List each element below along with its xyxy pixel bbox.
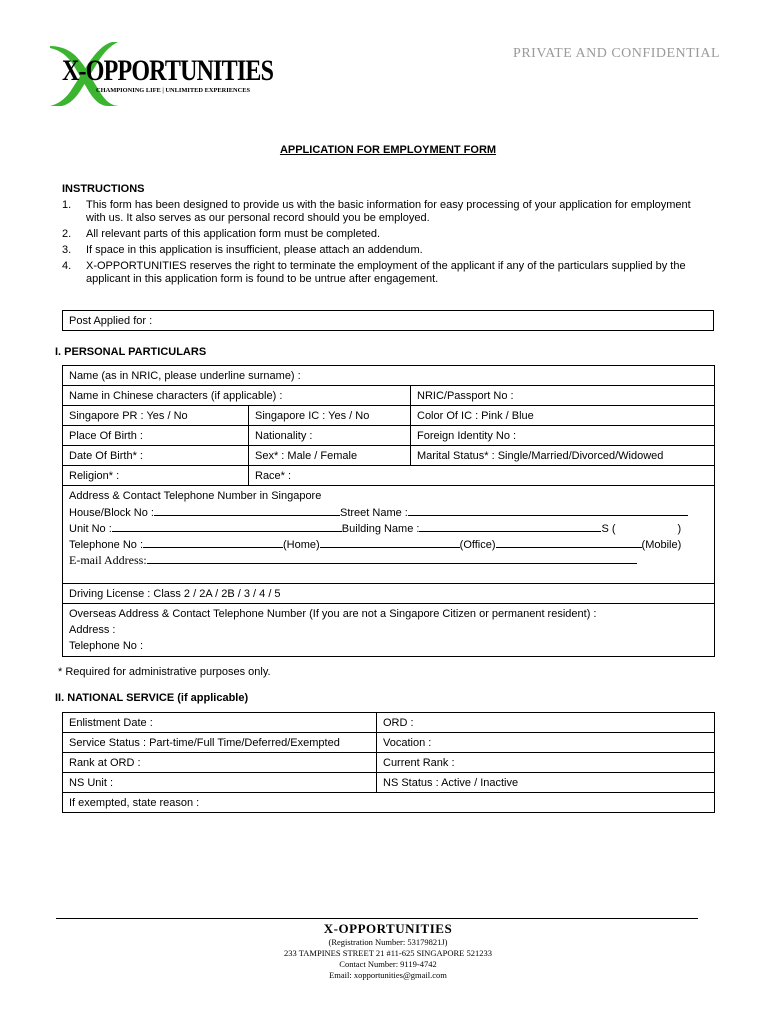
address-email-line: E-mail Address: <box>69 552 708 568</box>
personal-particulars-table <box>62 365 715 657</box>
service-status-field[interactable]: Service Status : Part-time/Full Time/Deferred/Exempted <box>63 733 377 753</box>
overseas-heading: Overseas Address & Contact Telephone Number (If you are not a Singapore Citizen or permanent resident) : <box>69 608 597 620</box>
required-note: * Required for administrative purposes only. <box>58 666 271 678</box>
enlistment-date-field[interactable]: Enlistment Date : <box>63 713 377 733</box>
form-title: APPLICATION FOR EMPLOYMENT FORM <box>279 144 497 156</box>
overseas-telephone-field[interactable]: Telephone No : <box>69 640 143 652</box>
overseas-address-field[interactable]: Address : <box>69 624 116 636</box>
ns-unit-field[interactable]: NS Unit : <box>63 773 377 793</box>
exemption-reason-field[interactable]: If exempted, state reason : <box>63 793 715 813</box>
street-name-input[interactable] <box>408 504 688 516</box>
post-applied-field[interactable]: Post Applied for : <box>63 311 714 331</box>
date-of-birth-field[interactable]: Date Of Birth* : <box>63 446 249 466</box>
address-heading: Address & Contact Telephone Number in Singapore <box>69 490 322 502</box>
singapore-ic-field[interactable]: Singapore IC : Yes / No <box>249 406 411 426</box>
religion-field[interactable]: Religion* : <box>63 466 249 486</box>
place-of-birth-field[interactable]: Place Of Birth : <box>63 426 249 446</box>
marital-status-field[interactable]: Marital Status* : Single/Married/Divorced/Widowed <box>411 446 715 466</box>
mobile-phone-input[interactable] <box>496 536 642 548</box>
driving-license-field[interactable]: Driving License : Class 2 / 2A / 2B / 3 / 4 / 5 <box>63 584 715 604</box>
current-rank-field[interactable]: Current Rank : <box>377 753 715 773</box>
singapore-pr-field[interactable]: Singapore PR : Yes / No <box>63 406 249 426</box>
confidential-label: PRIVATE AND CONFIDENTIAL <box>513 46 720 61</box>
house-number-input[interactable] <box>154 504 340 516</box>
rank-at-ord-field[interactable]: Rank at ORD : <box>63 753 377 773</box>
address-house-street-line: House/Block No : Street Name : <box>69 504 708 520</box>
unit-number-input[interactable] <box>112 520 342 532</box>
email-input[interactable] <box>147 552 637 564</box>
footer-divider <box>56 918 698 919</box>
footer-address: 233 TAMPINES STREET 21 #11-625 SINGAPORE 521233 <box>284 948 492 958</box>
address-block <box>63 486 715 584</box>
instructions-list <box>62 199 712 289</box>
sex-field[interactable]: Sex* : Male / Female <box>249 446 411 466</box>
ic-color-field[interactable]: Color Of IC : Pink / Blue <box>411 406 715 426</box>
logo-text: X-OPPORTUNITIES <box>62 54 274 87</box>
footer-contact: Contact Number: 9119-4742 <box>339 959 437 969</box>
overseas-address-block <box>63 604 715 657</box>
address-telephone-line: Telephone No : (Home) (Office) (Mobile) <box>69 536 708 552</box>
national-service-table <box>62 712 715 813</box>
logo-tagline: CHAMPIONING LIFE | UNLIMITED EXPERIENCES <box>96 87 251 94</box>
instructions-heading: INSTRUCTIONS <box>62 183 145 195</box>
national-service-heading: II. NATIONAL SERVICE (if applicable) <box>55 692 249 704</box>
vocation-field[interactable]: Vocation : <box>377 733 715 753</box>
footer-registration: (Registration Number: 53179821J) <box>328 937 448 947</box>
instruction-item: 4. X-OPPORTUNITIES reserves the right to terminate the employment of the applicant if any of the particulars supplied by the applicant in this application form is found to be untrue after engagement. <box>62 260 686 285</box>
footer-company: X-OPPORTUNITIES <box>323 921 453 936</box>
address-unit-building-line: Unit No : Building Name : S ( ) <box>69 520 708 536</box>
instruction-item: 1. This form has been designed to provide us with the basic information for easy processing of your application for employment with us. It also serves as our personal record should you be employed. <box>62 199 691 224</box>
nric-field[interactable]: NRIC/Passport No : <box>411 386 715 406</box>
foreign-id-field[interactable]: Foreign Identity No : <box>411 426 715 446</box>
race-field[interactable]: Race* : <box>249 466 715 486</box>
chinese-name-field[interactable]: Name in Chinese characters (if applicable) : <box>63 386 411 406</box>
name-field[interactable]: Name (as in NRIC, please underline surname) : <box>63 366 715 386</box>
ns-status-field[interactable]: NS Status : Active / Inactive <box>377 773 715 793</box>
office-phone-input[interactable] <box>320 536 460 548</box>
post-applied-table <box>62 310 714 331</box>
instruction-item: 2. All relevant parts of this application form must be completed. <box>62 228 381 240</box>
nationality-field[interactable]: Nationality : <box>249 426 411 446</box>
ord-field[interactable]: ORD : <box>377 713 715 733</box>
building-name-input[interactable] <box>419 520 601 532</box>
home-phone-input[interactable] <box>143 536 283 548</box>
personal-particulars-heading: I. PERSONAL PARTICULARS <box>55 346 207 358</box>
instruction-item: 3. If space in this application is insufficient, please attach an addendum. <box>62 244 423 256</box>
footer-email: Email: xopportunities@gmail.com <box>329 970 447 980</box>
